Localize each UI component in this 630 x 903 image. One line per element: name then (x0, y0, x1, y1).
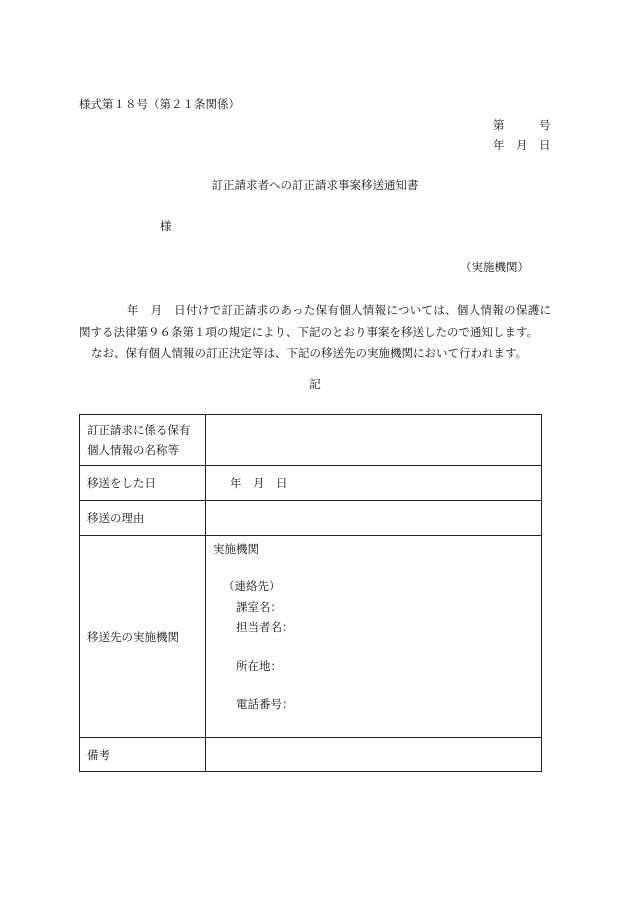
row-value-transfer-date (206, 466, 542, 501)
issue-date: 年 月 日 (493, 138, 551, 152)
issue-number: 第 号 (493, 118, 551, 132)
table-row (80, 415, 542, 466)
row-label-remarks: 備考 (80, 738, 206, 772)
destination-agency: 実施機関 (213, 542, 259, 556)
destination-phone: 電話番号： (236, 697, 294, 711)
body-paragraph-1: 年 月 日付けで訂正請求のあった保有個人情報については、個人情報の保護に関する法律第９６条第１項の規定により、下記のとおり事案を移送したので通知します。 (79, 303, 551, 339)
table-row (80, 466, 542, 501)
row-label-transfer-reason: 移送の理由 (80, 501, 206, 536)
row-label-destination: 移送先の実施機関 (80, 536, 206, 738)
row-value-destination (206, 536, 542, 738)
table-row (80, 738, 542, 772)
row-value-info-name (206, 415, 542, 466)
row-label-info-name: 訂正請求に係る保有個人情報の名称等 (80, 415, 206, 466)
row-value-transfer-reason (206, 501, 542, 536)
document-title: 訂正請求者への訂正請求事案移送通知書 (211, 178, 419, 192)
destination-address: 所在地： (236, 659, 282, 673)
body-paragraph-2: なお、保有個人情報の訂正決定等は、下記の移送先の実施機関において行われます。 (91, 346, 528, 360)
table-row (80, 536, 542, 738)
destination-person: 担当者名： (236, 620, 294, 634)
form-number: 様式第１８号（第２１条関係） (79, 97, 240, 111)
notice-table (79, 414, 542, 772)
ki-heading: 記 (309, 377, 321, 391)
table-row (80, 501, 542, 536)
destination-section: 課室名： (236, 600, 282, 614)
recipient-honorific: 様 (160, 219, 172, 233)
transfer-date-text: 年 月 日 (230, 476, 288, 490)
row-value-remarks (206, 738, 542, 772)
row-label-transfer-date: 移送をした日 (80, 466, 206, 501)
sender-agency: （実施機関） (460, 260, 529, 274)
destination-contact: （連絡先） (223, 579, 281, 593)
